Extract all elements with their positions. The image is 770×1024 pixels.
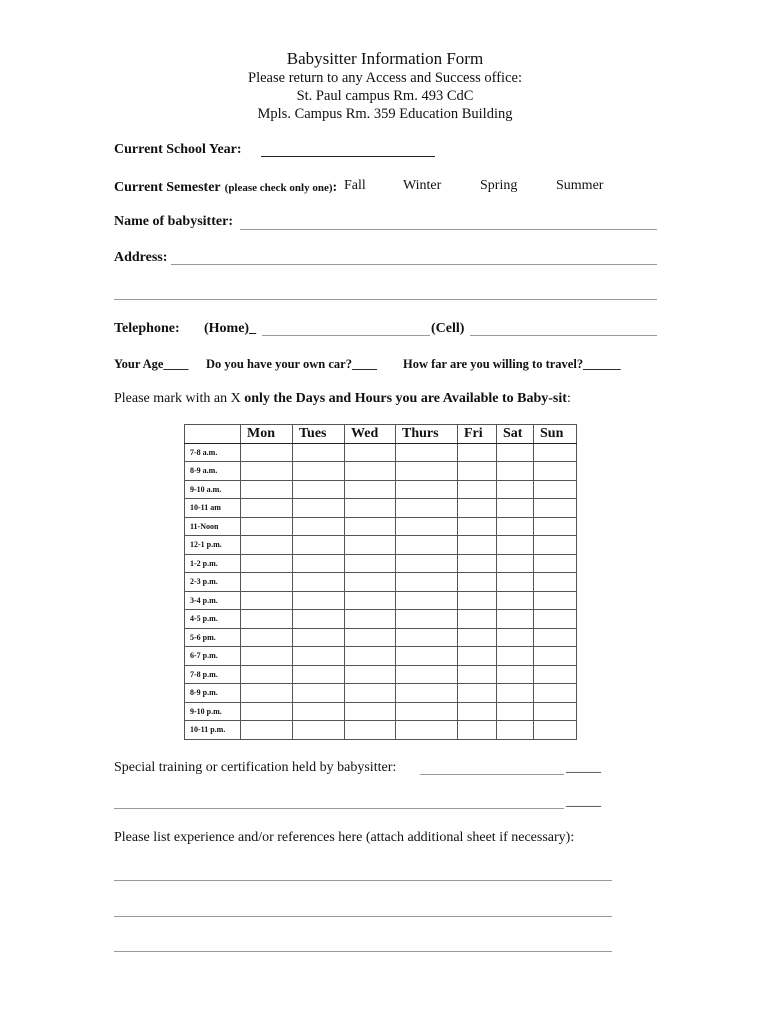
grid-row xyxy=(185,591,577,610)
availability-cell-thurs[interactable] xyxy=(396,610,458,629)
babysitter-name-field[interactable] xyxy=(240,229,657,230)
availability-cell-thurs[interactable] xyxy=(396,536,458,555)
day-header-thurs: Thurs xyxy=(396,425,458,444)
availability-cell-sun[interactable] xyxy=(534,628,577,647)
availability-cell-wed[interactable] xyxy=(345,665,396,684)
availability-cell-mon[interactable] xyxy=(241,702,293,721)
semester-option-winter[interactable]: Winter xyxy=(403,178,442,193)
availability-cell-fri[interactable] xyxy=(458,480,497,499)
availability-cell-fri[interactable] xyxy=(458,610,497,629)
availability-cell-sun[interactable] xyxy=(534,721,577,740)
time-slot-label: 9-10 p.m. xyxy=(185,702,241,721)
availability-cell-mon[interactable] xyxy=(241,647,293,666)
cell-phone-field[interactable] xyxy=(470,335,657,336)
availability-cell-sun[interactable] xyxy=(534,517,577,536)
mpls-office: Mpls. Campus Rm. 359 Education Building xyxy=(257,106,513,122)
availability-cell-wed[interactable] xyxy=(345,721,396,740)
semester-option-spring[interactable]: Spring xyxy=(480,178,518,193)
time-slot-label: 8-9 p.m. xyxy=(185,684,241,703)
day-header-mon: Mon xyxy=(241,425,293,444)
availability-cell-thurs[interactable] xyxy=(396,647,458,666)
availability-cell-sun[interactable] xyxy=(534,591,577,610)
grid-row xyxy=(185,462,577,481)
grid-row xyxy=(185,480,577,499)
semester-option-summer[interactable]: Summer xyxy=(556,178,604,193)
semester-label-group xyxy=(114,178,337,196)
age-field[interactable]: Your Age____ xyxy=(114,357,189,371)
availability-cell-tues[interactable] xyxy=(293,573,345,592)
availability-cell-mon[interactable] xyxy=(241,499,293,518)
availability-cell-tues[interactable] xyxy=(293,591,345,610)
grid-row xyxy=(185,499,577,518)
semester-label: Current Semester xyxy=(114,180,221,195)
time-slot-label: 12-1 p.m. xyxy=(185,536,241,555)
availability-cell-sun[interactable] xyxy=(534,499,577,518)
availability-cell-sat[interactable] xyxy=(497,573,534,592)
semester-note: (please check only one) xyxy=(224,182,333,194)
availability-cell-sun[interactable] xyxy=(534,665,577,684)
availability-cell-sat[interactable] xyxy=(497,665,534,684)
telephone-label: Telephone: xyxy=(114,321,180,336)
availability-cell-sat[interactable] xyxy=(497,480,534,499)
availability-cell-tues[interactable] xyxy=(293,517,345,536)
availability-cell-wed[interactable] xyxy=(345,573,396,592)
time-slot-label: 2-3 p.m. xyxy=(185,573,241,592)
availability-cell-mon[interactable] xyxy=(241,721,293,740)
availability-cell-tues[interactable] xyxy=(293,647,345,666)
time-slot-label: 4-5 p.m. xyxy=(185,610,241,629)
availability-cell-fri[interactable] xyxy=(458,462,497,481)
day-header-fri: Fri xyxy=(458,425,497,444)
availability-cell-wed[interactable] xyxy=(345,702,396,721)
grid-row xyxy=(185,702,577,721)
availability-cell-fri[interactable] xyxy=(458,443,497,462)
grid-row xyxy=(185,573,577,592)
availability-cell-wed[interactable] xyxy=(345,684,396,703)
availability-cell-fri[interactable] xyxy=(458,684,497,703)
availability-cell-mon[interactable] xyxy=(241,573,293,592)
home-phone-label: (Home)_ xyxy=(204,321,257,336)
return-instructions: Please return to any Access and Success office: xyxy=(248,70,522,86)
availability-cell-mon[interactable] xyxy=(241,480,293,499)
day-header-wed: Wed xyxy=(345,425,396,444)
availability-cell-thurs[interactable] xyxy=(396,499,458,518)
availability-cell-tues[interactable] xyxy=(293,462,345,481)
availability-cell-fri[interactable] xyxy=(458,554,497,573)
availability-cell-wed[interactable] xyxy=(345,536,396,555)
availability-cell-sat[interactable] xyxy=(497,610,534,629)
experience-line-2[interactable] xyxy=(114,916,612,917)
grid-row xyxy=(185,628,577,647)
availability-cell-thurs[interactable] xyxy=(396,628,458,647)
availability-cell-sat[interactable] xyxy=(497,721,534,740)
availability-cell-mon[interactable] xyxy=(241,443,293,462)
availability-cell-tues[interactable] xyxy=(293,536,345,555)
time-slot-label: 11-Noon xyxy=(185,517,241,536)
availability-cell-thurs[interactable] xyxy=(396,665,458,684)
availability-cell-tues[interactable] xyxy=(293,721,345,740)
availability-cell-thurs[interactable] xyxy=(396,554,458,573)
day-header-tues: Tues xyxy=(293,425,345,444)
availability-bold: only the Days and Hours you are Available to Baby-sit xyxy=(244,391,567,406)
grid-row xyxy=(185,610,577,629)
address-label: Address: xyxy=(114,250,168,265)
availability-cell-sat[interactable] xyxy=(497,684,534,703)
time-slot-label: 7-8 a.m. xyxy=(185,443,241,462)
availability-cell-sat[interactable] xyxy=(497,702,534,721)
availability-instruction xyxy=(114,391,571,407)
availability-cell-wed[interactable] xyxy=(345,647,396,666)
availability-cell-sat[interactable] xyxy=(497,443,534,462)
time-slot-label: 8-9 a.m. xyxy=(185,462,241,481)
grid-row xyxy=(185,684,577,703)
availability-cell-sun[interactable] xyxy=(534,573,577,592)
availability-cell-sun[interactable] xyxy=(534,702,577,721)
availability-cell-fri[interactable] xyxy=(458,591,497,610)
availability-prefix: Please mark with an X xyxy=(114,391,245,406)
day-header-sat: Sat xyxy=(497,425,534,444)
day-header-sun: Sun xyxy=(534,425,577,444)
availability-cell-sat[interactable] xyxy=(497,554,534,573)
grid-header-row xyxy=(185,425,577,444)
cell-phone-label: (Cell) xyxy=(431,321,465,336)
availability-cell-tues[interactable] xyxy=(293,443,345,462)
st-paul-office: St. Paul campus Rm. 493 CdC xyxy=(296,88,474,104)
time-slot-label: 10-11 p.m. xyxy=(185,721,241,740)
school-year-label: Current School Year: xyxy=(114,142,242,157)
experience-line-1[interactable] xyxy=(114,880,612,881)
time-slot-label: 7-8 p.m. xyxy=(185,665,241,684)
availability-suffix: : xyxy=(566,391,571,406)
grid-row xyxy=(185,554,577,573)
availability-cell-wed[interactable] xyxy=(345,499,396,518)
availability-cell-wed[interactable] xyxy=(345,610,396,629)
availability-cell-wed[interactable] xyxy=(345,591,396,610)
semester-option-fall[interactable]: Fall xyxy=(344,178,366,193)
time-slot-label: 10-11 am xyxy=(185,499,241,518)
availability-cell-wed[interactable] xyxy=(345,554,396,573)
availability-cell-thurs[interactable] xyxy=(396,480,458,499)
grid-row xyxy=(185,443,577,462)
availability-cell-mon[interactable] xyxy=(241,665,293,684)
training-blank: _____ xyxy=(566,760,601,775)
availability-cell-fri[interactable] xyxy=(458,517,497,536)
availability-cell-wed[interactable] xyxy=(345,517,396,536)
grid-row xyxy=(185,665,577,684)
availability-cell-sun[interactable] xyxy=(534,610,577,629)
availability-cell-mon[interactable] xyxy=(241,536,293,555)
availability-cell-fri[interactable] xyxy=(458,536,497,555)
availability-cell-wed[interactable] xyxy=(345,480,396,499)
availability-grid xyxy=(184,424,577,740)
availability-cell-thurs[interactable] xyxy=(396,721,458,740)
availability-cell-sat[interactable] xyxy=(497,499,534,518)
availability-cell-thurs[interactable] xyxy=(396,443,458,462)
availability-cell-mon[interactable] xyxy=(241,517,293,536)
availability-cell-tues[interactable] xyxy=(293,665,345,684)
availability-cell-tues[interactable] xyxy=(293,499,345,518)
experience-label: Please list experience and/or references here (attach additional sheet if necessary): xyxy=(114,830,575,845)
training-blank-2: _____ xyxy=(566,794,601,809)
availability-cell-tues[interactable] xyxy=(293,554,345,573)
own-car-field[interactable]: Do you have your own car?____ xyxy=(206,357,377,371)
address-field[interactable] xyxy=(171,264,657,265)
babysitter-name-text: Name of babysitter xyxy=(114,214,229,229)
availability-cell-sat[interactable] xyxy=(497,462,534,481)
availability-cell-sat[interactable] xyxy=(497,536,534,555)
form-title: Babysitter Information Form xyxy=(286,49,484,68)
grid-row xyxy=(185,536,577,555)
availability-cell-thurs[interactable] xyxy=(396,591,458,610)
experience-line-3[interactable] xyxy=(114,951,612,952)
availability-cell-tues[interactable] xyxy=(293,702,345,721)
babysitter-name-label: Name of babysitter: xyxy=(114,214,233,229)
availability-cell-thurs[interactable] xyxy=(396,517,458,536)
availability-cell-sun[interactable] xyxy=(534,684,577,703)
availability-cell-fri[interactable] xyxy=(458,628,497,647)
home-phone-field[interactable] xyxy=(262,335,430,336)
training-field[interactable] xyxy=(420,774,564,775)
address-field-line2[interactable] xyxy=(114,299,657,300)
availability-cell-wed[interactable] xyxy=(345,443,396,462)
availability-cell-fri[interactable] xyxy=(458,665,497,684)
availability-cell-sat[interactable] xyxy=(497,517,534,536)
grid-body xyxy=(185,443,577,739)
time-slot-label: 9-10 a.m. xyxy=(185,480,241,499)
availability-cell-sun[interactable] xyxy=(534,462,577,481)
availability-cell-fri[interactable] xyxy=(458,647,497,666)
availability-cell-tues[interactable] xyxy=(293,610,345,629)
time-slot-label: 3-4 p.m. xyxy=(185,591,241,610)
availability-cell-sun[interactable] xyxy=(534,443,577,462)
training-field-line2[interactable] xyxy=(114,808,564,809)
availability-cell-tues[interactable] xyxy=(293,628,345,647)
availability-cell-mon[interactable] xyxy=(241,628,293,647)
availability-cell-fri[interactable] xyxy=(458,499,497,518)
semester-colon: : xyxy=(332,180,338,195)
grid-row xyxy=(185,517,577,536)
time-slot-label: 6-7 p.m. xyxy=(185,647,241,666)
availability-cell-fri[interactable] xyxy=(458,721,497,740)
availability-cell-thurs[interactable] xyxy=(396,702,458,721)
availability-cell-sat[interactable] xyxy=(497,628,534,647)
availability-cell-wed[interactable] xyxy=(345,462,396,481)
availability-cell-sun[interactable] xyxy=(534,480,577,499)
availability-cell-mon[interactable] xyxy=(241,610,293,629)
time-slot-label: 1-2 p.m. xyxy=(185,554,241,573)
availability-cell-fri[interactable] xyxy=(458,702,497,721)
availability-cell-mon[interactable] xyxy=(241,554,293,573)
grid-row xyxy=(185,721,577,740)
availability-cell-sun[interactable] xyxy=(534,536,577,555)
availability-cell-wed[interactable] xyxy=(345,628,396,647)
availability-cell-fri[interactable] xyxy=(458,573,497,592)
training-label: Special training or certification held by babysitter: xyxy=(114,760,397,775)
time-slot-label: 5-6 pm. xyxy=(185,628,241,647)
availability-cell-sat[interactable] xyxy=(497,591,534,610)
availability-cell-sun[interactable] xyxy=(534,554,577,573)
school-year-field[interactable] xyxy=(261,156,435,157)
grid-corner-cell xyxy=(185,425,241,444)
availability-cell-thurs[interactable] xyxy=(396,684,458,703)
travel-distance-field[interactable]: How far are you willing to travel?______ xyxy=(403,357,621,371)
availability-cell-sat[interactable] xyxy=(497,647,534,666)
grid-row xyxy=(185,647,577,666)
address-text: Address xyxy=(114,250,163,265)
availability-cell-mon[interactable] xyxy=(241,684,293,703)
availability-cell-mon[interactable] xyxy=(241,462,293,481)
availability-cell-tues[interactable] xyxy=(293,684,345,703)
availability-cell-sun[interactable] xyxy=(534,647,577,666)
availability-cell-tues[interactable] xyxy=(293,480,345,499)
availability-cell-mon[interactable] xyxy=(241,591,293,610)
availability-cell-thurs[interactable] xyxy=(396,573,458,592)
availability-cell-thurs[interactable] xyxy=(396,462,458,481)
